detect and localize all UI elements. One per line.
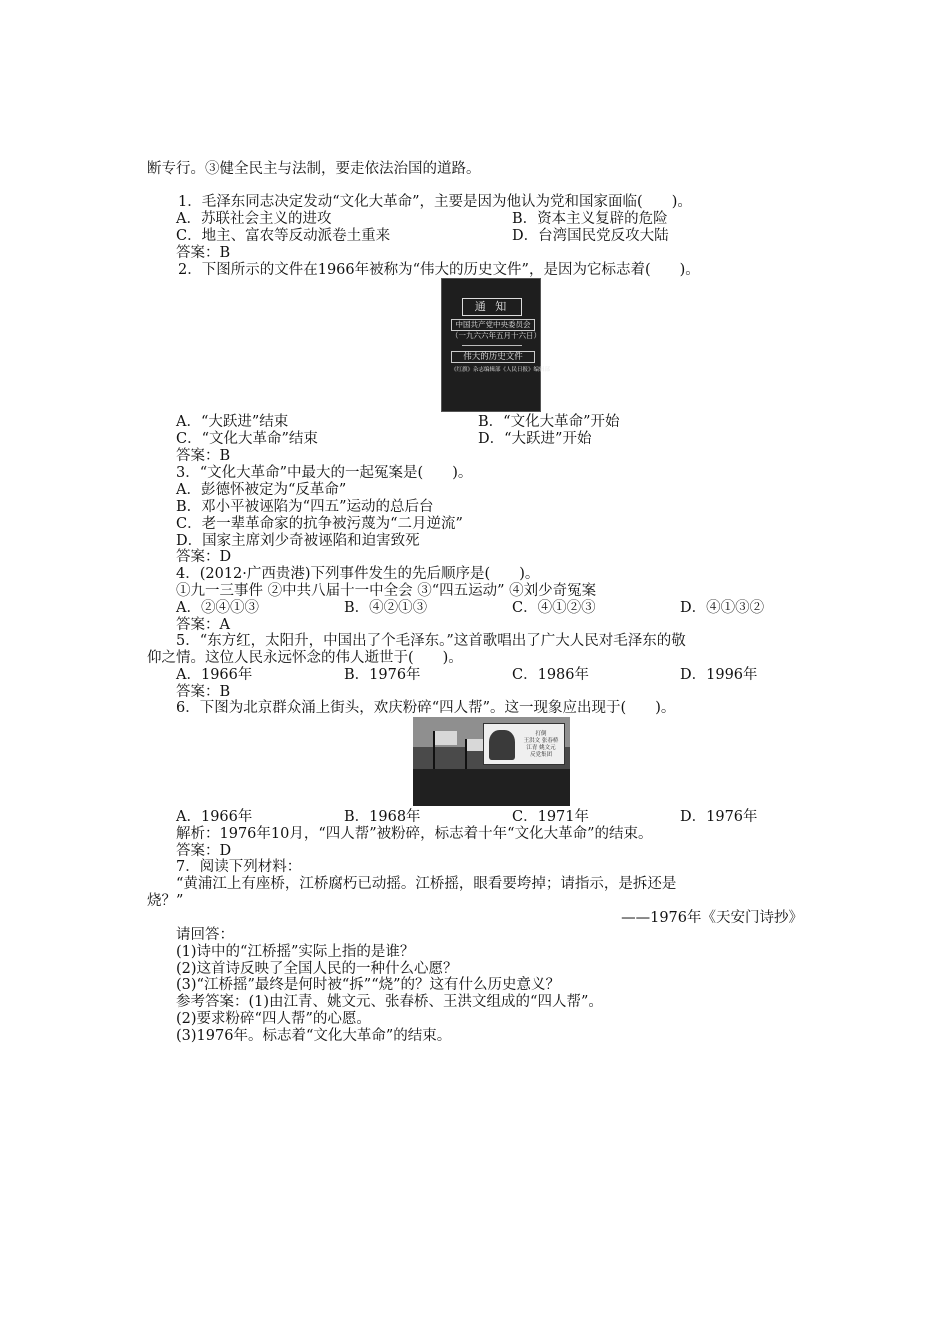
photo-crowd — [413, 769, 570, 806]
q2-answer: 答案：B — [176, 448, 231, 464]
q7-subquestion-1: (1)诗中的“江桥摇”实际上指的是谁？ — [176, 944, 415, 960]
q7-stem: 7．阅读下列材料： — [176, 859, 302, 875]
notice-line-1: 中国共产党中央委员会 — [451, 319, 535, 331]
q5-stem-line-1: 5．“东方红，太阳升，中国出了个毛泽东。”这首歌唱出了广大人民对毛泽东的敬 — [176, 633, 686, 649]
poster-line-3: 江青 姚文元 — [526, 745, 556, 751]
q7-answer-2: (2)要求粉碎“四人帮”的心愿。 — [176, 1011, 371, 1027]
caricature-figure — [489, 730, 515, 760]
flag — [467, 739, 483, 751]
q5-option-d: D．1996年 — [680, 667, 758, 683]
q7-subquestion-3: (3)“江桥摇”最终是何时被“拆”“烧”的？这有什么历史意义？ — [176, 977, 561, 993]
q3-answer: 答案：D — [176, 549, 232, 565]
notice-line-2: （一九六六年五月十六日） — [451, 331, 541, 340]
q2-stem: 2．下图所示的文件在1966年被称为“伟大的历史文件”，是因为它标志着( )。 — [178, 262, 700, 278]
q3-option-d: D．国家主席刘少奇被诬陷和迫害致死 — [176, 533, 420, 549]
q4-option-c: C．④①②③ — [512, 600, 596, 616]
q7-poem-line-1: “黄浦江上有座桥，江桥腐朽已动摇。江桥摇，眼看要垮掉；请指示，是拆还是 — [176, 876, 677, 892]
q4-answer: 答案：A — [176, 617, 230, 633]
q2-option-c: C．“文化大革命”结束 — [176, 431, 318, 447]
q3-stem: 3．“文化大革命”中最大的一起冤案是( )。 — [176, 465, 473, 481]
q3-option-b: B．邓小平被诬陷为“四五”运动的总后台 — [176, 499, 434, 515]
q6-answer: 答案：D — [176, 843, 232, 859]
q7-prompt: 请回答： — [176, 927, 234, 943]
q5-stem-line-2: 仰之情。这位人民永远怀念的伟人逝世于( )。 — [147, 650, 463, 666]
poster-line-2: 王洪文 张春桥 — [523, 738, 559, 744]
notice-document-image — [441, 278, 551, 412]
q7-poem-line-2: 烧？” — [147, 893, 184, 909]
flag — [435, 731, 457, 745]
q7-answer-3: (3)1976年。标志着“文化大革命”的结束。 — [176, 1028, 452, 1044]
q6-stem: 6．下图为北京群众涌上街头，欢庆粉碎“四人帮”。这一现象应出现于( )。 — [176, 700, 676, 716]
intro-line: 断专行。③健全民主与法制，要走依法治国的道路。 — [147, 161, 481, 177]
q7-subquestion-2: (2)这首诗反映了全国人民的一种什么心愿？ — [176, 961, 458, 977]
q6-option-a: A．1966年 — [176, 809, 253, 825]
poster-line-1: 打倒 — [535, 731, 547, 737]
q1-option-b: B．资本主义复辟的危险 — [512, 211, 668, 227]
q5-answer: 答案：B — [176, 684, 231, 700]
caricature-poster — [483, 723, 565, 765]
notice-title: 通 知 — [462, 298, 522, 316]
q7-answer-1: 参考答案：(1)由江青、姚文元、张春桥、王洪文组成的“四人帮”。 — [176, 994, 603, 1010]
q4-option-b: B．④②①③ — [344, 600, 428, 616]
q5-option-a: A．1966年 — [176, 667, 253, 683]
q3-option-c: C．老一辈革命家的抗争被污蔑为“二月逆流” — [176, 516, 463, 532]
q1-option-c: C．地主、富农等反动派卷土重来 — [176, 228, 391, 244]
q6-option-c: C．1971年 — [512, 809, 589, 825]
q4-option-a: A．②④①③ — [176, 600, 259, 616]
q2-option-d: D．“大跃进”开始 — [478, 431, 592, 447]
q5-option-b: B．1976年 — [344, 667, 421, 683]
q3-option-a: A．彭德怀被定为“反革命” — [176, 482, 347, 498]
notice-line-4: 《红旗》杂志编辑部《人民日报》编辑部 — [451, 367, 551, 373]
q6-option-b: B．1968年 — [344, 809, 421, 825]
poster-line-4: 反党集团 — [529, 752, 552, 758]
q5-option-c: C．1986年 — [512, 667, 589, 683]
q4-stem: 4．(2012·广西贵港)下列事件发生的先后顺序是( )。 — [176, 566, 540, 582]
q4-items: ①九一三事件 ②中共八届十一中全会 ③“四五运动” ④刘少奇冤案 — [176, 583, 597, 599]
q1-stem: 1．毛泽东同志决定发动“文化大革命”，主要是因为他认为党和国家面临( )。 — [178, 194, 692, 210]
crowd-celebration-photo — [413, 717, 570, 806]
q2-option-b: B．“文化大革命”开始 — [478, 414, 620, 430]
q2-option-a: A．“大跃进”结束 — [176, 414, 289, 430]
notice-line-3: 伟大的历史文件 — [451, 351, 535, 363]
q1-option-d: D．台湾国民党反攻大陆 — [512, 228, 669, 244]
q1-answer: 答案：B — [176, 245, 231, 261]
q6-option-d: D．1976年 — [680, 809, 758, 825]
q1-option-a: A．苏联社会主义的进攻 — [176, 211, 332, 227]
q6-analysis: 解析：1976年10月，“四人帮”被粉碎，标志着十年“文化大革命”的结束。 — [176, 826, 653, 842]
notice-rule — [462, 345, 522, 346]
q4-option-d: D．④①③② — [680, 600, 765, 616]
q7-source: ——1976年《天安门诗抄》 — [621, 910, 803, 926]
